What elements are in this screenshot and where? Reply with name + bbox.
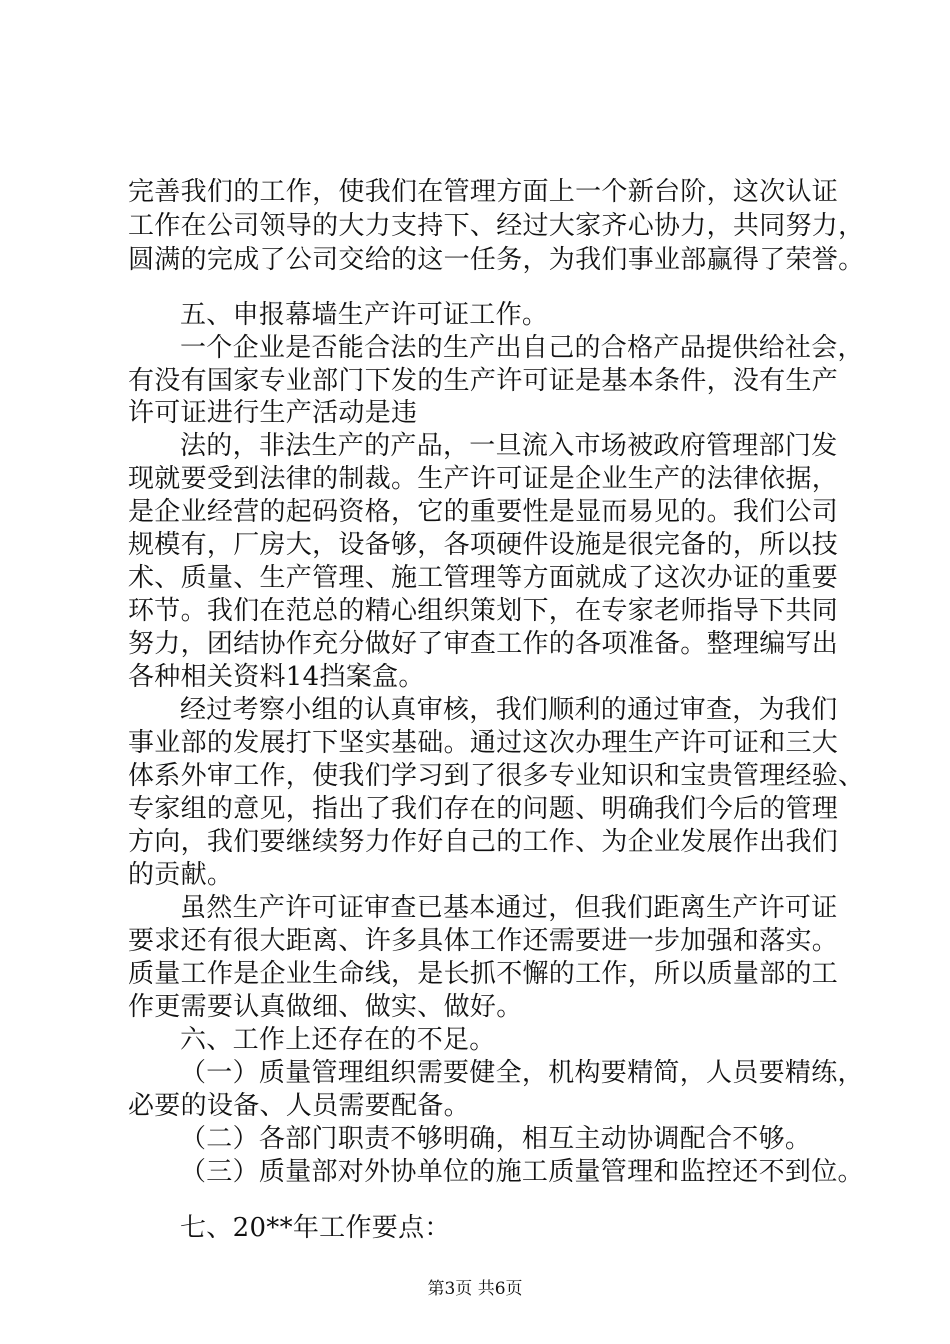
paragraph-line: 现就要受到法律的制裁。生产许可证是企业生产的法律依据，	[128, 464, 839, 494]
paragraph-line: 要求还有很大距离、许多具体工作还需要进一步加强和落实。	[128, 926, 839, 956]
paragraph-line: 环节。我们在范总的精心组织策划下，在专家老师指导下共同	[128, 596, 839, 626]
paragraph-line: 作更需要认真做细、做实、做好。	[128, 992, 523, 1022]
paragraph-line: 圆满的完成了公司交给的这一任务，为我们事业部赢得了荣誉。	[128, 245, 865, 275]
paragraph-line: 术、质量、生产管理、施工管理等方面就成了这次办证的重要	[128, 563, 839, 593]
paragraph-line: 有没有国家专业部门下发的生产许可证是基本条件，没有生产	[128, 366, 839, 396]
paragraph-line: 工作在公司领导的大力支持下、经过大家齐心协力，共同努力，	[128, 211, 865, 241]
paragraph-line: 体系外审工作，使我们学习到了很多专业知识和宝贵管理经验、	[128, 761, 865, 791]
list-item: （一）质量管理组织需要健全，机构要精简，人员要精练，	[180, 1058, 864, 1088]
paragraph-line: 完善我们的工作，使我们在管理方面上一个新台阶，这次认证	[128, 177, 839, 207]
page-footer: 第3页 共6页	[427, 1279, 523, 1299]
paragraph-line: 法的，非法生产的产品，一旦流入市场被政府管理部门发	[180, 431, 838, 461]
paragraph-line: 的贡献。	[128, 860, 234, 890]
paragraph-line: 各种相关资料14挡案盒。	[128, 662, 425, 692]
list-item-continuation: 必要的设备、人员需要配备。	[128, 1091, 470, 1121]
paragraph-line: 质量工作是企业生命线，是长抓不懈的工作，所以质量部的工	[128, 959, 839, 989]
paragraph-line: 经过考察小组的认真审核，我们顺利的通过审查，为我们	[180, 695, 838, 725]
section-heading-5: 五、申报幕墙生产许可证工作。	[180, 300, 549, 330]
paragraph-line: 规模有，厂房大，设备够，各项硬件设施是很完备的，所以技	[128, 530, 839, 560]
paragraph-line: 是企业经营的起码资格，它的重要性是显而易见的。我们公司	[128, 497, 839, 527]
paragraph-line: 虽然生产许可证审查已基本通过，但我们距离生产许可证	[180, 893, 838, 923]
section-heading-6: 六、工作上还存在的不足。	[180, 1025, 496, 1055]
paragraph-line: 事业部的发展打下坚实基础。通过这次办理生产许可证和三大	[128, 728, 839, 758]
list-item: （三）质量部对外协单位的施工质量管理和监控还不到位。	[180, 1157, 864, 1187]
paragraph-line: 许可证进行生产活动是违	[128, 398, 418, 428]
list-item: （二）各部门职责不够明确，相互主动协调配合不够。	[180, 1124, 812, 1154]
paragraph-line: 努力，团结协作充分做好了审查工作的各项准备。整理编写出	[128, 629, 839, 659]
paragraph-line: 专家组的意见，指出了我们存在的问题、明确我们今后的管理	[128, 794, 839, 824]
paragraph-line: 一个企业是否能合法的生产出自己的合格产品提供给社会，	[180, 333, 864, 363]
paragraph-line: 方向，我们要继续努力作好自己的工作、为企业发展作出我们	[128, 827, 839, 857]
section-heading-7: 七、20**年工作要点：	[180, 1213, 451, 1243]
